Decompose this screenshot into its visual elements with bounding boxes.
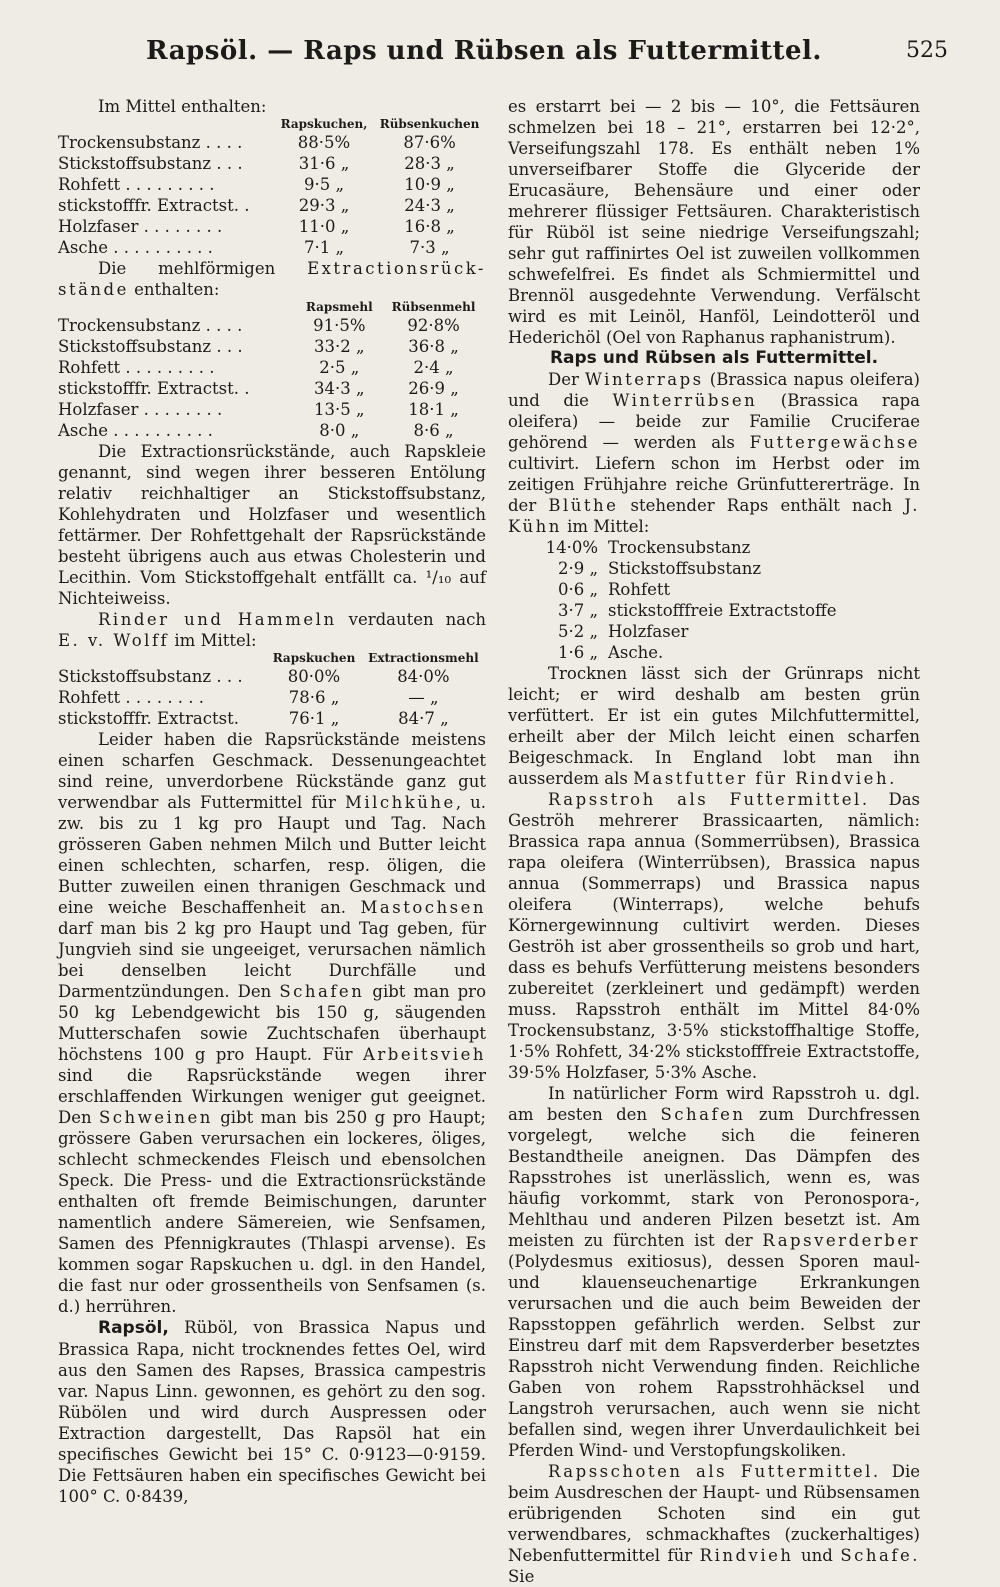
row-label: stickstofffr. Extractst. . — [58, 196, 250, 215]
paragraph-gruenraps — [508, 663, 920, 789]
cell-value: 3·7 „ — [557, 601, 598, 620]
table-row — [58, 687, 486, 708]
author-name: J. Kühn — [508, 496, 920, 536]
text-run: Die mehlförmigen — [98, 259, 308, 278]
page-title: Rapsöl. — Raps und Rübsen als Futtermittel. — [146, 36, 822, 66]
cell-value: 88·5% — [297, 133, 351, 152]
text-run: und — [793, 1546, 841, 1565]
cell-value: 33·2 „ — [314, 337, 365, 356]
spaced-term: Mastochsen — [360, 898, 486, 917]
row-label: Trockensubstanz . . . . — [58, 316, 243, 335]
table-row — [58, 378, 486, 399]
row-label: Holzfaser . . . . . . . . — [58, 400, 223, 419]
spaced-term: Futtergewächse — [749, 433, 920, 452]
cell-value: 18·1 „ — [408, 400, 459, 419]
cell-value: 16·8 „ — [404, 217, 455, 236]
table-row — [58, 237, 486, 258]
spaced-term: Rapsverderber — [762, 1231, 920, 1250]
row-label: Trockensubstanz . . . . — [58, 133, 243, 152]
cell-value: 13·5 „ — [314, 400, 365, 419]
paragraph-rapsstroh — [508, 789, 920, 1083]
row-label: stickstofffr. Extractst. . — [58, 379, 250, 398]
spaced-term: Schafen — [660, 1105, 746, 1124]
text-run: cultivirt. Liefern schon im Herbst oder im zeitigen Frühjahre reiche Grünfuttererträge. In der — [508, 454, 920, 515]
text-run: Sie — [508, 1567, 535, 1586]
table3-col-b: Extractionsmehl — [368, 651, 479, 665]
paragraph-digestibility-intro — [58, 609, 486, 651]
cell-value: 2·5 „ — [319, 358, 360, 377]
text-run: sind die Rapsrückstände wegen ihrer erschlaffenden Wirkungen weniger gut geeignet. Den — [58, 1066, 486, 1127]
table-row — [58, 708, 486, 729]
table-row — [544, 600, 837, 621]
author-name: E. v. Wolff — [58, 631, 170, 650]
paragraph-rapsoel — [58, 1317, 486, 1507]
cell-value: 0·6 „ — [557, 580, 598, 599]
table-row — [58, 420, 486, 441]
table-row — [58, 399, 486, 420]
spaced-term: Schweinen — [99, 1108, 213, 1127]
cell-value: 7·3 „ — [409, 238, 450, 257]
row-label: Stickstoffsubstanz . . . — [58, 667, 243, 686]
row-label: Asche . . . . . . . . . . — [58, 421, 213, 440]
nutrient-table-2 — [58, 300, 486, 441]
text-run: Der — [548, 370, 586, 389]
row-label: Stickstoffsubstanz — [608, 559, 762, 578]
row-label: stickstofffreie Extractstoffe — [608, 601, 837, 620]
text-run: im Mittel: — [169, 631, 257, 650]
spaced-term: Rindvieh — [699, 1546, 794, 1565]
row-label: Rohfett . . . . . . . . . — [58, 358, 215, 377]
cell-value: 24·3 „ — [404, 196, 455, 215]
text-run: (Brassica rapa oleifera) — beide zur Familie Cruciferae gehörend — werden als — [508, 391, 920, 452]
row-label: Stickstoffsubstanz . . . — [58, 337, 243, 356]
spaced-term: Rinder und Hammeln — [98, 610, 337, 629]
cell-value: 8·6 „ — [413, 421, 454, 440]
text-run: stehender Raps enthält nach — [618, 496, 905, 515]
cell-value: 11·0 „ — [298, 217, 350, 236]
row-label: Stickstoffsubstanz . . . — [58, 154, 243, 173]
table3-col-a: Rapskuchen — [272, 651, 356, 665]
table1-col-a: Rapskuchen, — [280, 117, 368, 131]
table1-col-b: Rübsenkuchen — [379, 117, 480, 131]
text-run: (Polydesmus exitiosus), dessen Sporen maul- und klauenseuchenartige Erkrankungen verursachen und die auch beim Beweiden der Rapsstoppen gefährlich werden. Selbst zur Einstreu darf mit dem Rapsverderber besetztes Rapsstroh nicht Verwendung finden. Reichliche Gaben von rohem Rapsstrohhäcksel und Langstroh verursachen, auch wenn sie nicht befallen sind, wegen ihrer Unverdaulichkeit bei Pferden Wind- und Verstopfungskoliken. — [508, 1252, 920, 1460]
section-heading: Raps und Rübsen als Futtermittel. — [549, 348, 879, 368]
running-header — [0, 36, 1000, 76]
digestibility-table — [58, 651, 486, 729]
spaced-term: Extractionsrück-stände — [58, 259, 486, 299]
paragraph-feeding-rates — [58, 729, 486, 1317]
text-run: im Mittel: — [561, 517, 650, 536]
cell-value: 84·0% — [397, 667, 450, 686]
table-row — [58, 357, 486, 378]
text-run: zum Durchfressen vorgelegt, welche sich die feineren Bestandtheile aneignen. Das Dämpfen des Rapsstrohes ist unerlässlich, wenn es, was häufig vorkommt, stark von Peronospora-, Mehlthau und anderen Pilzen besetzt ist. Am meisten zu fürchten ist der — [508, 1105, 920, 1250]
cell-value: — „ — [408, 688, 439, 707]
cell-value: 2·4 „ — [413, 358, 454, 377]
row-label: stickstofffr. Extractst. — [58, 709, 239, 728]
right-column — [508, 96, 920, 1587]
spaced-term: Rapsschoten als Futtermittel. — [548, 1462, 881, 1481]
table-row — [544, 579, 837, 600]
paragraph-extraction-residues: Die Extractionsrückstände, auch Rapskleie genannt, sind wegen ihrer besseren Entölung relativ reichhaltiger an Stickstoffsubstanz, Kohlehydraten und Holzfaser und wesentlich fettärmer. Der Rohfettgehalt der Rapsrückstände besteht übrigens auch aus etwas Cholesterin und Lecithin. Vom Stickstoffgehalt entfällt ca. ¹/₁₀ auf Nichteiweiss. — [58, 442, 486, 608]
paragraph-winterraps — [508, 369, 920, 537]
text-run: In natürlicher Form wird Rapsstroh u. dgl. am besten den — [508, 1084, 920, 1124]
spaced-term: Arbeitsvieh — [363, 1045, 486, 1064]
row-label: Rohfett . . . . . . . . — [58, 688, 205, 707]
text-run: , u. zw. bis zu 1 kg pro Haupt und Tag. Nach grösseren Gaben nehmen Milch und Butter leicht einen schlechten, scharfen, resp. öligen, die Butter zuweilen einen thranigen Geschmack und eine weiche Beschaffenheit an. — [58, 793, 486, 917]
cell-value: 1·6 „ — [557, 643, 598, 662]
cell-value: 31·6 „ — [298, 154, 350, 173]
nutrient-table-1 — [58, 117, 486, 258]
spaced-term: Blüthe — [548, 496, 619, 515]
cell-value: 84·7 „ — [398, 709, 449, 728]
cell-value: 29·3 „ — [298, 196, 350, 215]
cell-value: 8·0 „ — [319, 421, 360, 440]
cell-value: 26·9 „ — [408, 379, 459, 398]
table-row — [544, 537, 837, 558]
row-label: Rohfett — [608, 580, 671, 599]
text-run: gibt man pro 50 kg Lebendgewicht bis 150 g, säugenden Mutterschafen sowie Zuchtschafen überhaupt höchstens 100 g pro Haupt. Für — [58, 982, 486, 1064]
text-run: Rüböl, von Brassica Napus und Brassica Rapa, nicht trocknendes fettes Oel, wird aus den Samen des Rapses, Brassica campestris var. Napus Linn. gewonnen, es gehört zu den sog. Rübölen und wird durch Auspressen oder Extraction dargestellt, Das Rapsöl hat ein specifisches Gewicht bei 15° C. 0·9123—0·9159. Die Fettsäuren haben ein specifisches Gewicht bei 100° C. 0·8439, — [58, 1318, 486, 1506]
cell-value: 87·6% — [403, 133, 456, 152]
cell-value: 76·1 „ — [288, 709, 340, 728]
cell-value: 5·2 „ — [557, 622, 598, 641]
cell-value: 92·8% — [407, 316, 460, 335]
kuhn-composition-table — [544, 537, 837, 663]
spaced-term: Schafen — [279, 982, 365, 1001]
cell-value: 34·3 „ — [314, 379, 365, 398]
table2-col-b: Rübsenmehl — [391, 300, 476, 314]
row-label: Trockensubstanz — [608, 538, 751, 557]
paragraph-rapsstroh-feeding — [508, 1083, 920, 1461]
table-row — [58, 153, 486, 174]
cell-value: 9·5 „ — [303, 175, 344, 194]
spaced-term: Winterraps — [585, 370, 704, 389]
text-run: Das Geströh mehrerer Brassicaarten, nämlich: Brassica rapa annua (Sommerrübsen), Brassica rapa oleifera (Winterrübsen), Brassica napus annua (Sommerraps) und Brassica napus oleifera (Winterraps), welche behufs Körnergewinnung cultivirt werden. Dieses Geströh ist aber grossentheils so grob und hart, dass es behufs Verfütterung meistens besonders zubereitet (zerkleinert und gedämpft) werden muss. Rapsstroh enthält im Mittel 84·0% Trockensubstanz, 3·5% stickstoffhaltige Stoffe, 1·5% Rohfett, 34·2% stickstofffreie Extractstoffe, 39·5% Holzfaser, 5·3% Asche. — [508, 790, 920, 1082]
table2-col-a: Rapsmehl — [305, 300, 373, 314]
cell-value: 80·0% — [287, 667, 341, 686]
intro-paragraph-2 — [58, 258, 486, 300]
table-row — [544, 642, 837, 663]
table-row — [58, 336, 486, 357]
cell-value: 7·1 „ — [303, 238, 344, 257]
row-label: Asche. — [608, 643, 664, 662]
table-row — [58, 666, 486, 687]
text-run: darf man bis 2 kg pro Haupt und Tag geben, für Jungvieh sind sie ungeeiget, verursachen nämlich bei denselben leicht Durchfälle und Darmentzündungen. Den — [58, 919, 486, 1001]
table-row — [58, 132, 486, 153]
spaced-term: Rapsstroh als Futtermittel. — [548, 790, 870, 809]
text-run: Leider haben die Rapsrückstände meistens einen scharfen Geschmack. Dessenungeachtet sind reine, unverdorbene Rückstände ganz gut verwendbar als Futtermittel für — [58, 730, 486, 812]
spaced-term: Schafe. — [840, 1546, 920, 1565]
row-label: Holzfaser . . . . . . . . — [58, 217, 223, 236]
table-row — [544, 621, 837, 642]
text-run: Die beim Ausdreschen der Haupt- und Rübsensamen erübrigenden Schoten sind ein gut verwendbares, schmackhaftes (zuckerhaltiges) Nebenfuttermittel für — [508, 1462, 920, 1565]
cell-value: 28·3 „ — [404, 154, 455, 173]
row-label: Rohfett . . . . . . . . . — [58, 175, 215, 194]
entry-keyword: Rapsöl, — [98, 1318, 169, 1338]
table-row — [58, 315, 486, 336]
left-column — [58, 96, 486, 1507]
cell-value: 2·9 „ — [557, 559, 598, 578]
spaced-term: Winterrübsen — [612, 391, 758, 410]
table-row — [58, 195, 486, 216]
text-run: gibt man bis 250 g pro Haupt; grössere Gaben verursachen ein lockeres, öliges, schlecht schmeckendes Fleisch und ebensolchen Speck. Die Press- und die Extractionsrückstände enthalten oft fremde Beimischungen, darunter namentlich andere Sämereien, wie Senfsamen, Samen des Pfennigkrautes (Thlaspi arvense). Es kommen sogar Rapskuchen u. dgl. in den Handel, die fast nur oder grossentheils von Senfsamen (s. d.) herrühren. — [58, 1108, 486, 1316]
cell-value: 14·0% — [545, 538, 598, 557]
text-run: verdauten nach — [336, 610, 486, 629]
text-run: (Brassica napus oleifera) und die — [508, 370, 920, 410]
cell-value: 78·6 „ — [288, 688, 340, 707]
text-run: Trocknen lässt sich der Grünraps nicht leicht; er wird deshalb am besten grün verfüttert. Er ist ein gutes Milchfuttermittel, erheilt aber der Milch leicht einen scharfen Beigeschmack. In England lobt man ihn ausserdem als — [508, 664, 920, 788]
table-row — [544, 558, 837, 579]
row-label: Holzfaser — [608, 622, 689, 641]
text-run: enthalten: — [128, 280, 220, 299]
spaced-term: Mastfutter für Rindvieh. — [633, 769, 897, 788]
page-number: 525 — [906, 38, 948, 63]
table-row — [58, 216, 486, 237]
cell-value: 36·8 „ — [408, 337, 459, 356]
row-label: Asche . . . . . . . . . . — [58, 238, 213, 257]
spaced-term: Milchkühe — [344, 793, 456, 812]
table-row — [58, 174, 486, 195]
cell-value: 10·9 „ — [404, 175, 455, 194]
paragraph-oil-properties: es erstarrt bei — 2 bis — 10°, die Fettsäuren schmelzen bei 18 – 21°, erstarren bei 12·2°, Verseifungszahl 178. Es enthält neben 1% unverseifbarer Stoffe die Glyceride der Erucasäure, Behensäure und einer oder mehrerer flüssiger Fettsäuren. Charakteristisch für Rüböl ist seine niedrige Verseifungszahl; sehr gut raffinirtes Oel ist zuweilen vollkommen schwefelfrei. Es findet als Schmiermittel und Brennöl ausgedehnte Verwendung. Verfälscht wird es mit Leinöl, Hanföl, Leindotteröl und Hederichöl (Oel von Raphanus raphanistrum). — [508, 97, 920, 347]
intro-paragraph-1: Im Mittel enthalten: — [98, 97, 267, 116]
paragraph-rapsschoten — [508, 1461, 920, 1587]
cell-value: 91·5% — [313, 316, 366, 335]
